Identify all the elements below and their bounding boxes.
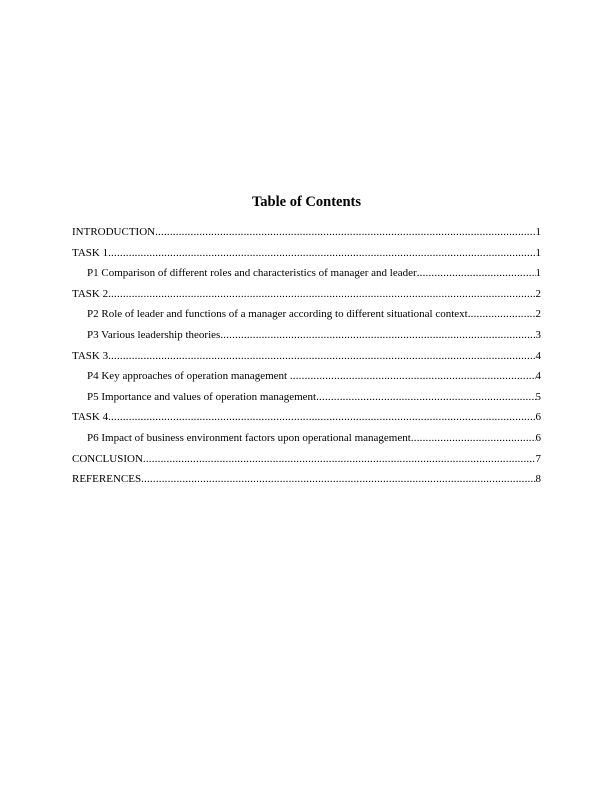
toc-entry-label: TASK 2	[72, 287, 109, 300]
toc-dot-leader	[411, 428, 536, 449]
toc-entry-label: P4 Key approaches of operation management	[87, 370, 290, 383]
toc-entry-p5[interactable]	[72, 387, 541, 408]
toc-entry-task-2[interactable]	[72, 284, 541, 305]
toc-entry-label: P3 Various leadership theories	[87, 328, 221, 341]
toc-dot-leader	[220, 325, 535, 346]
toc-entry-conclusion[interactable]	[72, 449, 541, 470]
toc-page-number: 2	[535, 308, 541, 321]
toc-page-number: 6	[535, 431, 541, 444]
toc-entry-p1[interactable]	[72, 263, 541, 284]
toc-dot-leader	[155, 222, 535, 243]
toc-page-number: 8	[535, 473, 541, 486]
toc-page-number: 5	[535, 390, 541, 403]
toc-entry-label: P6 Impact of business environment factors upon operational management	[87, 431, 411, 444]
toc-page-number: 3	[535, 328, 541, 341]
toc-page-number: 7	[535, 452, 541, 465]
toc-page-number: 2	[535, 287, 541, 300]
toc-entry-label: P1 Comparison of different roles and characteristics of manager and leader	[87, 267, 417, 280]
toc-entry-introduction[interactable]	[72, 222, 541, 243]
toc-page-number: 6	[535, 411, 541, 424]
toc-entry-p4[interactable]	[72, 366, 541, 387]
toc-entry-p2[interactable]	[72, 304, 541, 325]
toc-dot-leader	[316, 387, 535, 408]
toc-page-number: 4	[535, 370, 541, 383]
toc-entry-references[interactable]	[72, 469, 541, 490]
toc-entry-label: REFERENCES	[72, 473, 142, 486]
table-of-contents	[72, 193, 541, 490]
toc-list	[72, 222, 541, 490]
toc-dot-leader	[108, 346, 535, 367]
toc-dot-leader	[143, 449, 536, 470]
toc-dot-leader	[417, 263, 536, 284]
toc-entry-label: TASK 4	[72, 411, 109, 424]
toc-entry-label: CONCLUSION	[72, 452, 143, 465]
toc-dot-leader	[290, 366, 536, 387]
toc-dot-leader	[141, 469, 535, 490]
toc-page-number: 1	[535, 267, 541, 280]
toc-dot-leader	[108, 284, 535, 305]
toc-entry-label: TASK 1	[72, 246, 109, 259]
toc-page-number: 1	[535, 246, 541, 259]
toc-dot-leader	[108, 243, 535, 264]
toc-entry-label: INTRODUCTION	[72, 226, 156, 238]
toc-entry-label: TASK 3	[72, 349, 109, 362]
toc-page-number: 1	[535, 226, 541, 238]
toc-entry-task-3[interactable]	[72, 346, 541, 367]
toc-page-number: 4	[535, 349, 541, 362]
toc-title: Table of Contents	[251, 194, 362, 210]
toc-dot-leader	[468, 304, 536, 325]
toc-entry-task-4[interactable]	[72, 407, 541, 428]
toc-entry-task-1[interactable]	[72, 243, 541, 264]
toc-entry-label: P5 Importance and values of operation management	[87, 390, 317, 403]
toc-dot-leader	[108, 407, 535, 428]
toc-entry-p3[interactable]	[72, 325, 541, 346]
toc-entry-label: P2 Role of leader and functions of a manager according to different situational context	[87, 308, 468, 321]
toc-entry-p6[interactable]	[72, 428, 541, 449]
